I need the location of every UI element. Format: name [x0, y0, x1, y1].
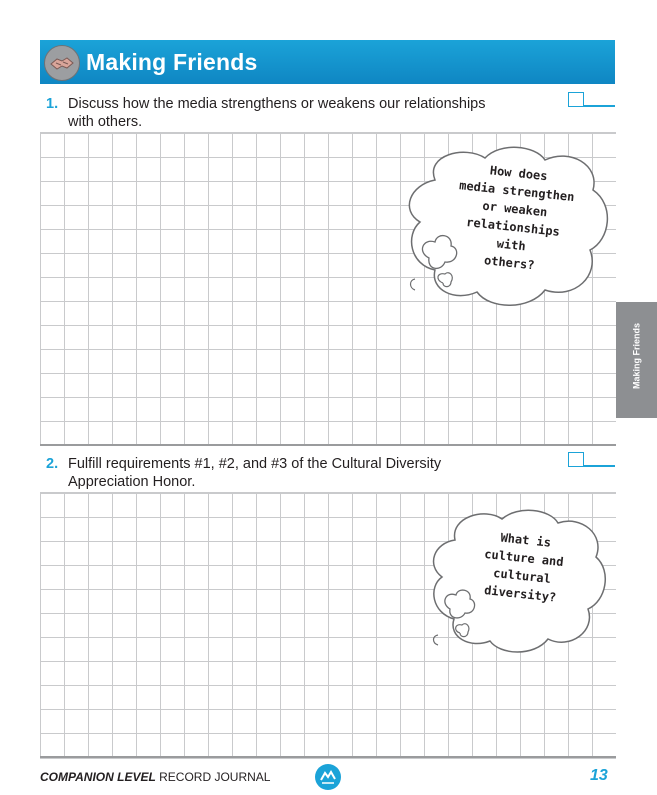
footer-brand-rest: RECORD JOURNAL — [155, 770, 271, 784]
footer-brand — [40, 770, 270, 784]
side-tab-label: Making Friends — [631, 323, 642, 390]
bubble-text-line: culture and — [483, 546, 565, 570]
page-title: Making Friends — [86, 49, 258, 75]
bubble-text-line: media strengthen — [458, 178, 576, 205]
section-side-tab[interactable] — [616, 302, 657, 418]
footer-divider — [40, 758, 616, 759]
bubble-text-line: How does — [489, 163, 549, 184]
bubble-text-line: What is — [499, 530, 552, 550]
bubble-text-line: with — [496, 236, 527, 254]
question-text-line: Appreciation Honor. — [68, 474, 196, 490]
question-number: 2. — [46, 456, 59, 472]
question-text-line: Discuss how the media strengthens or weakens our relationships — [68, 96, 486, 112]
question-number: 1. — [46, 96, 59, 112]
bubble-text-line: or weaken — [481, 198, 549, 220]
bubble-text-line: relationships — [465, 215, 561, 239]
question-1 — [46, 95, 538, 131]
companion-logo-icon — [315, 764, 341, 790]
question-text-line: Fulfill requirements #1, #2, and #3 of the Cultural Diversity — [68, 456, 442, 472]
checkbox-signature-line — [584, 105, 615, 107]
bubble-text-line: others? — [483, 253, 536, 273]
question-2 — [46, 455, 538, 491]
footer-brand-bold: COMPANION LEVEL — [40, 770, 156, 784]
completion-checkbox-2[interactable] — [568, 452, 584, 467]
thought-bubble-2 — [420, 505, 610, 660]
page-number: 13 — [590, 767, 608, 784]
checkbox-signature-line — [584, 465, 615, 467]
completion-checkbox-1[interactable] — [568, 92, 584, 107]
grid-divider — [40, 444, 616, 446]
question-text-line: with others. — [68, 114, 143, 130]
bubble-text-line: diversity? — [483, 583, 557, 605]
section-header — [40, 40, 615, 84]
handshake-icon — [44, 45, 80, 81]
bubble-text-line: cultural — [492, 565, 552, 586]
thought-bubble-1 — [395, 140, 615, 315]
